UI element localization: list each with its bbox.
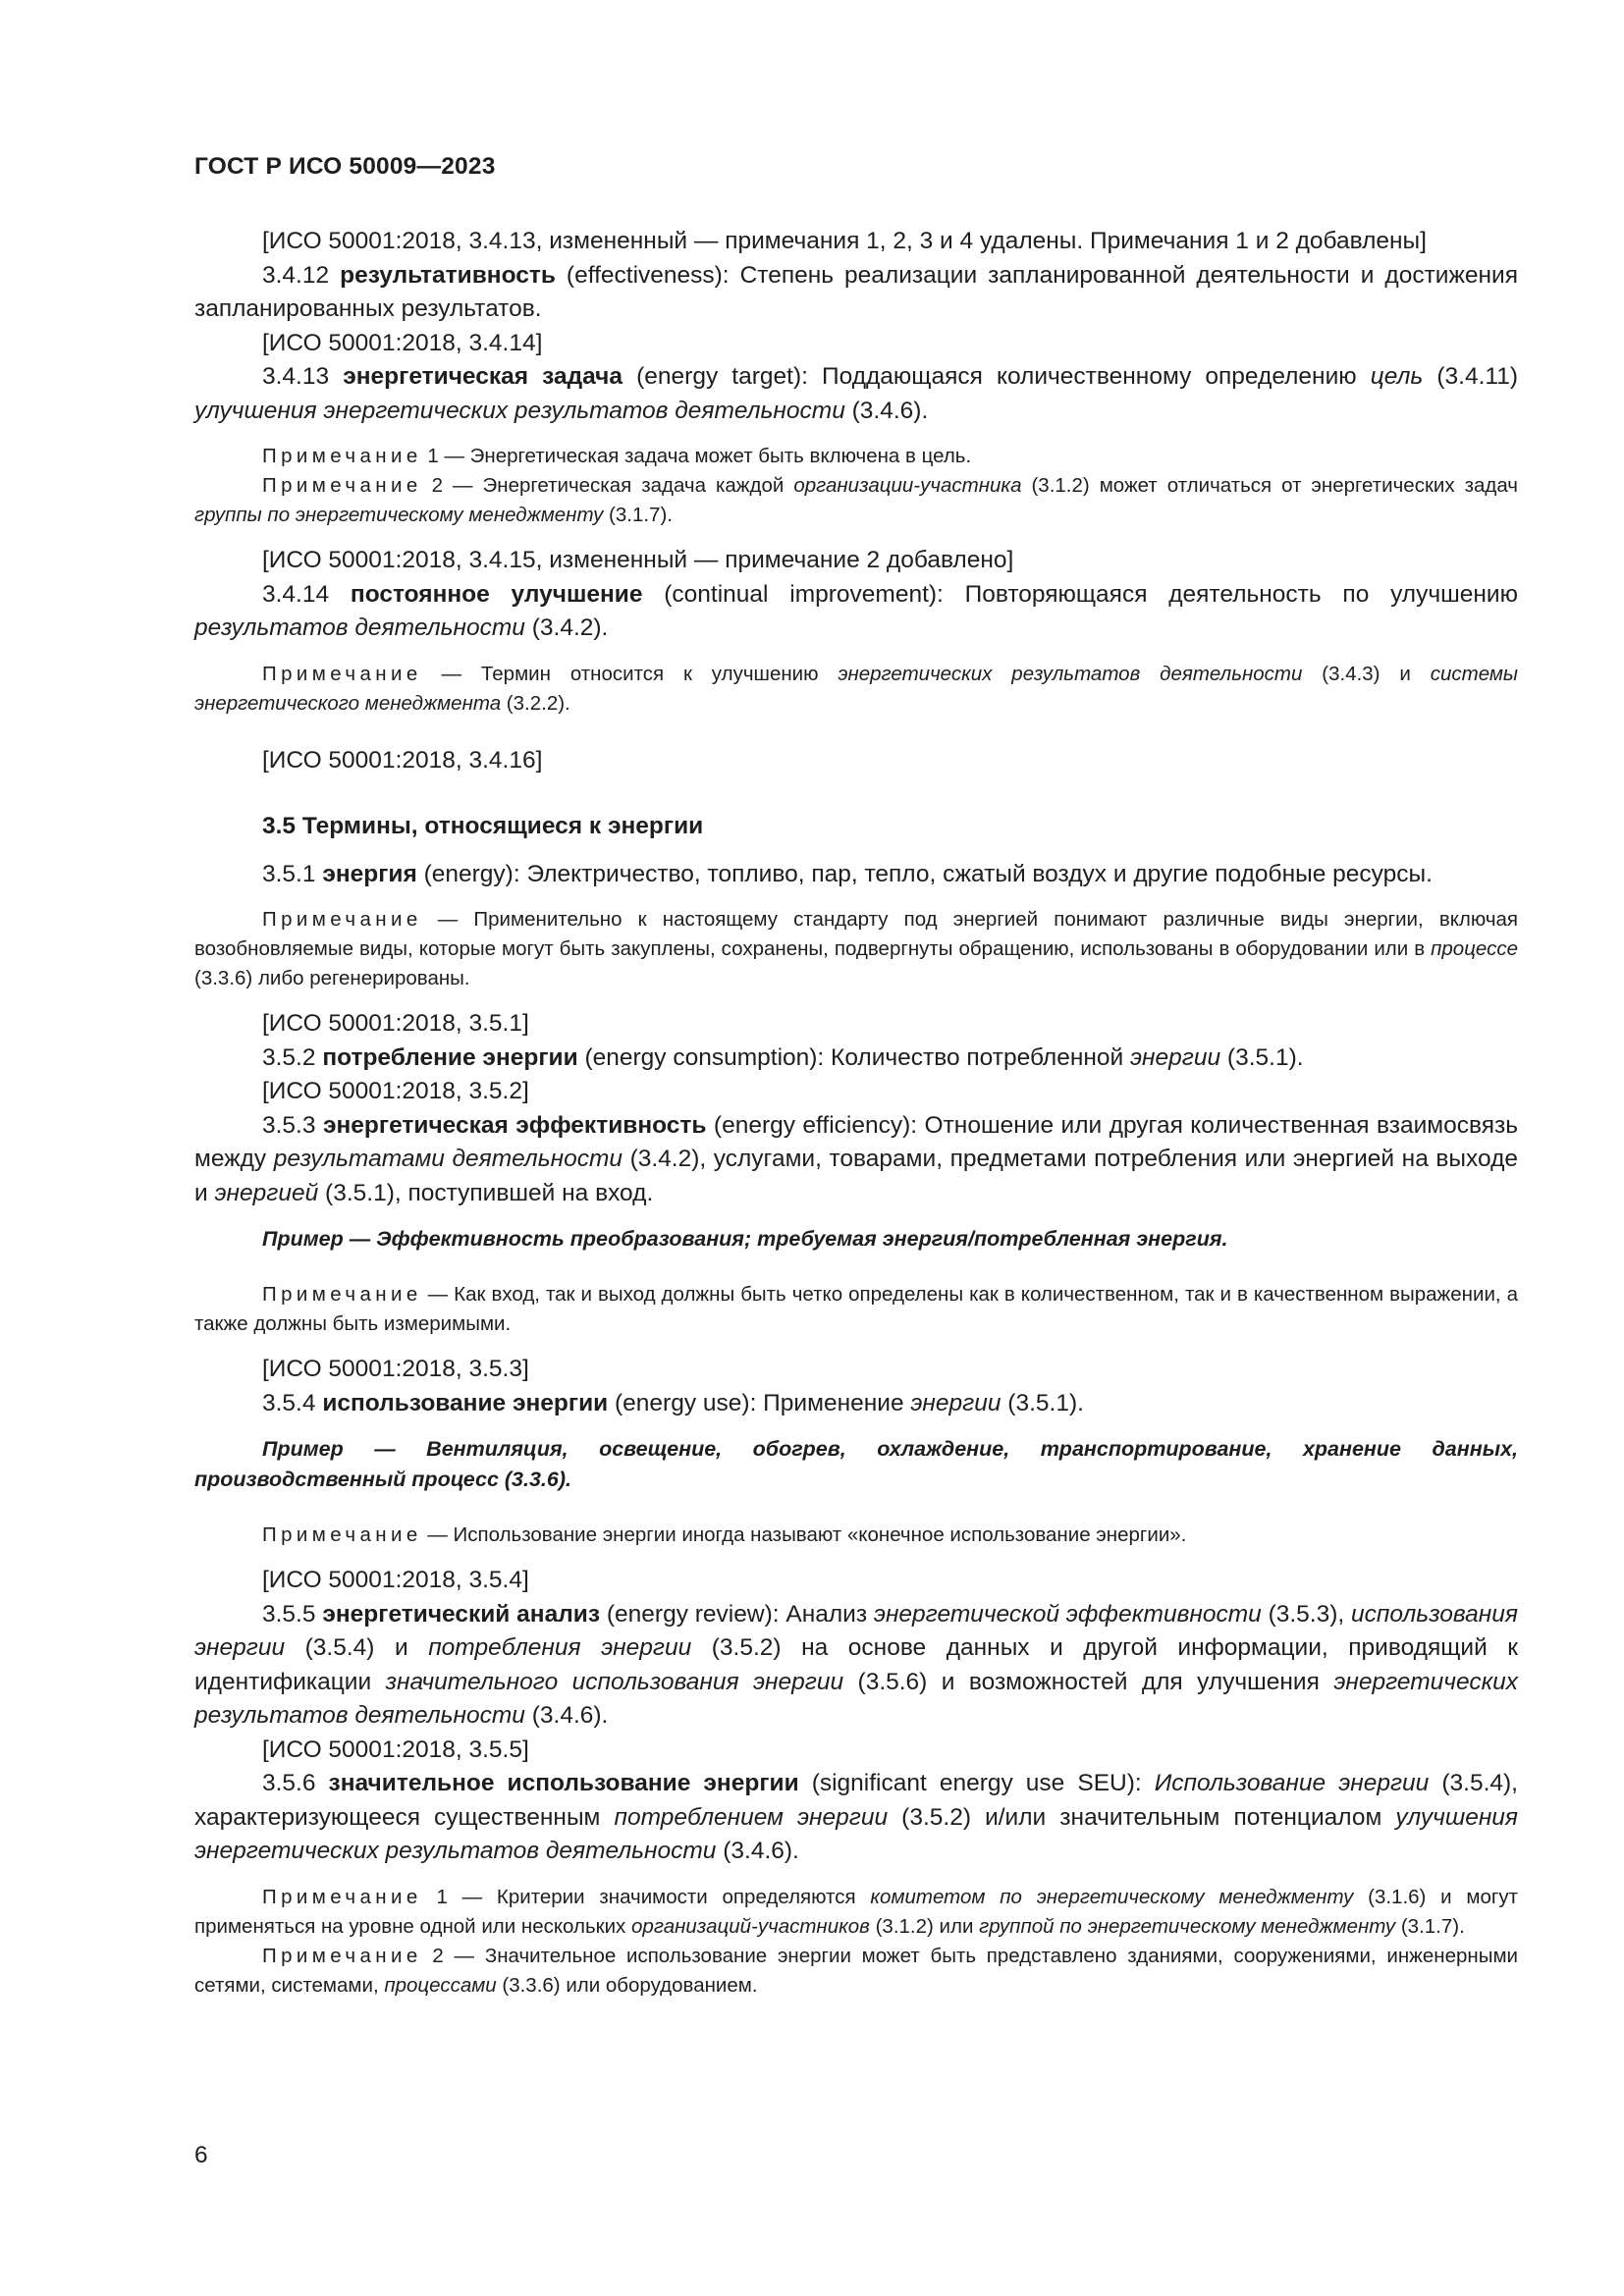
term-name: энергетическая эффективность — [322, 1111, 707, 1139]
source-reference: [ИСО 50001:2018, 3.5.1] — [262, 1010, 529, 1037]
term-energy-target: 3.4.13 энергетическая задача (energy target): Поддающаяся количественному определению цель (3.4.11) улучшения энергетических результатов деятельности (3.4.6). — [194, 363, 1518, 424]
term-significant-energy-use: 3.5.6 значительное использование энергии (significant energy use SEU): Использование энергии (3.5.4), характеризующееся существенным потреблением энергии (3.5.2) и/или значительным потенциалом улучшения энергетических результатов деятельности (3.4.6). — [194, 1770, 1519, 1864]
term-energy-use: 3.5.4 использование энергии (energy use): Применение энергии (3.5.1). — [262, 1389, 1084, 1416]
term-name: энергия — [322, 860, 417, 887]
example: Пример — Эффективность преобразования; требуемая энергия/потребленная энергия. — [262, 1227, 1228, 1251]
note-label: Примечание — [262, 445, 422, 467]
note: Примечание — Применительно к настоящему стандарту под энергией понимают различные виды энергии, включая возобновляемые виды, которые могут быть закуплены, сохранены, подвергнуты обращению, использованы в оборудовании или в процессе (3.3.6) либо регенерированы. — [194, 908, 1518, 989]
note: Примечание — Использование энергии иногда называют «конечное использование энергии». — [262, 1523, 1187, 1546]
term-energy: 3.5.1 энергия (energy): Электричество, топливо, пар, тепло, сжатый воздух и другие подобные ресурсы. — [262, 860, 1433, 887]
source-reference: [ИСО 50001:2018, 3.4.15, измененный — примечание 2 добавлено] — [262, 547, 1014, 573]
source-reference: [ИСО 50001:2018, 3.5.3] — [262, 1356, 529, 1382]
note-label: Примечание — [262, 908, 422, 931]
term-energy-efficiency: 3.5.3 энергетическая эффективность (energy efficiency): Отношение или другая количественная взаимосвязь между результатами деятельности (3.4.2), услугами, товарами, предметами потребления или энергией на выходе и энергией (3.5.1), поступившей на вход. — [194, 1111, 1518, 1206]
source-reference: [ИСО 50001:2018, 3.4.16] — [262, 746, 543, 774]
term-name: значительное использование энергии — [328, 1770, 799, 1796]
note: Примечание 2 — Значительное использование энергии может быть представлено зданиями, сооружениями, инженерными сетями, системами, процессами (3.3.6) или оборудованием. — [194, 1944, 1518, 1997]
term-name: энергетическая задача — [343, 363, 623, 390]
document-header: ГОСТ Р ИСО 50009—2023 — [194, 153, 496, 180]
note-label: Примечание — [262, 474, 422, 497]
source-reference: [ИСО 50001:2018, 3.4.13, измененный — примечания 1, 2, 3 и 4 удалены. Примечания 1 и 2 добавлены] — [262, 228, 1427, 254]
note-label: Примечание — [262, 1944, 422, 1967]
note: Примечание — Термин относится к улучшению энергетических результатов деятельности (3.4.3) и системы энергетического менеджмента (3.2.2). — [194, 662, 1519, 715]
note: Примечание 1 — Критерии значимости определяются комитетом по энергетическому менеджменту (3.1.6) и могут применяться на уровне одной или нескольких организаций-участников (3.1.2) или группой по энергетическому менеджменту (3.1.7). — [194, 1885, 1518, 1938]
section-heading: 3.5 Термины, относящиеся к энергии — [262, 813, 704, 839]
source-reference: [ИСО 50001:2018, 3.5.5] — [262, 1735, 529, 1763]
note: Примечание 1 — Энергетическая задача может быть включена в цель. — [262, 445, 972, 467]
term-energy-consumption: 3.5.2 потребление энергии (energy consumption): Количество потребленной энергии (3.5.1). — [262, 1043, 1304, 1071]
source-reference: [ИСО 50001:2018, 3.5.4] — [262, 1567, 529, 1593]
term-name: использование энергии — [322, 1389, 609, 1416]
note: Примечание 2 — Энергетическая задача каждой организации-участника (3.1.2) может отличаться от энергетических задач группы по энергетическому менеджменту (3.1.7). — [194, 474, 1518, 526]
note-label: Примечание — [262, 1523, 422, 1546]
page-number: 6 — [194, 2142, 208, 2168]
term-name: результативность — [340, 261, 556, 289]
note: Примечание — Как вход, так и выход должны быть четко определены как в количественном, так и в качественном выражении, а также должны быть измеримыми. — [194, 1283, 1518, 1335]
example: Пример — Вентиляция, освещение, обогрев, охлаждение, транспортирование, хранение данных, производственный процесс (3.3.6). — [194, 1437, 1518, 1491]
source-reference: [ИСО 50001:2018, 3.5.2] — [262, 1078, 529, 1104]
term-continual-improvement: 3.4.14 постоянное улучшение (continual improvement): Повторяющаяся деятельность по улучшению результатов деятельности (3.4.2). — [194, 580, 1518, 641]
note-label: Примечание — [262, 1885, 422, 1908]
term-energy-review: 3.5.5 энергетический анализ (energy review): Анализ энергетической эффективности (3.5.3), использования энергии (3.5.4) и потребления энергии (3.5.2) на основе данных и другой информации, приводящий к идентификации значительного использования энергии (3.5.6) и возможностей для улучшения энергетических результатов деятельности (3.4.6). — [194, 1600, 1519, 1729]
note-label: Примечание — [262, 1283, 422, 1306]
page-content — [194, 225, 1518, 2001]
term-name: энергетический анализ — [322, 1600, 601, 1628]
note-label: Примечание — [262, 662, 422, 685]
source-reference: [ИСО 50001:2018, 3.4.14] — [262, 329, 543, 356]
term-name: потребление энергии — [322, 1043, 578, 1071]
term-effectiveness: 3.4.12 результативность (effectiveness): Степень реализации запланированной деятельности и достижения запланированных результатов. — [194, 261, 1518, 322]
term-name: постоянное улучшение — [350, 580, 643, 608]
